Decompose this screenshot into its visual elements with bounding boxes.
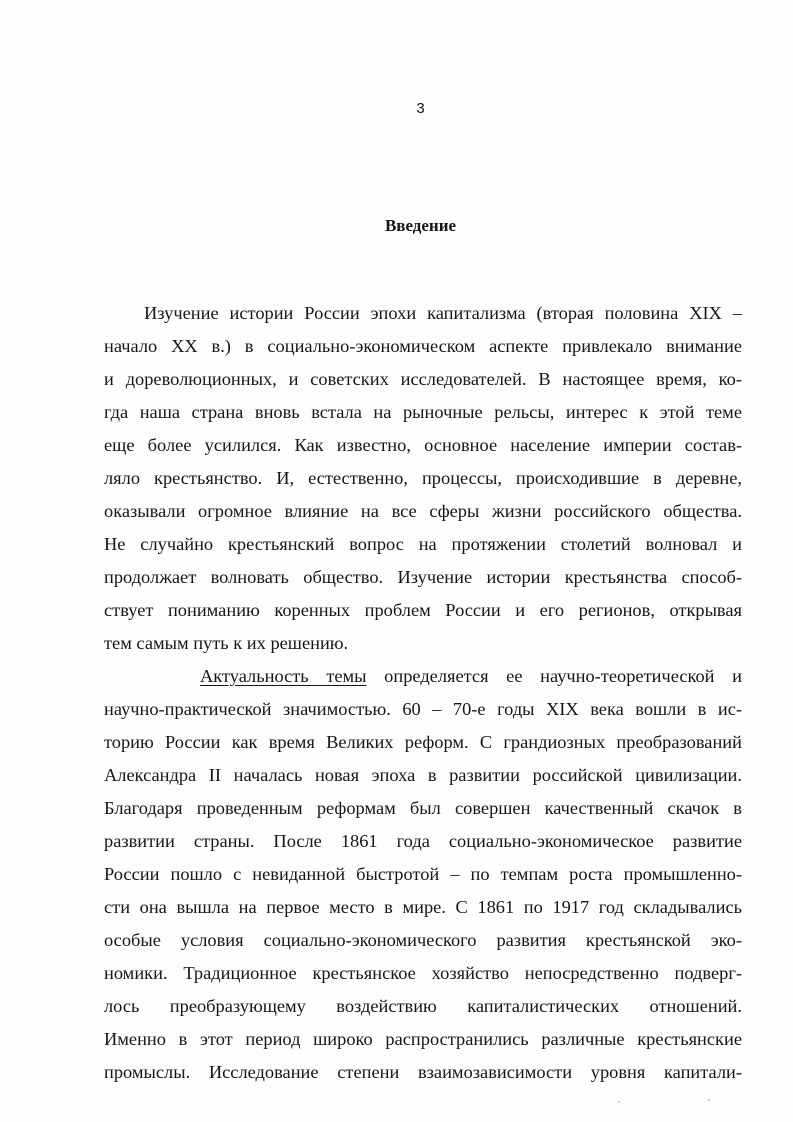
topic-relevance-heading: Актуальность темы <box>200 666 367 686</box>
scan-speck <box>708 1099 710 1101</box>
paragraph-1-line: оказывали огромное влияние на все сферы жизни российского общества. <box>104 501 742 521</box>
paragraph-1-line: ствует пониманию коренных проблем России и его регионов, открывая <box>104 600 742 620</box>
page-number: 3 <box>416 100 425 117</box>
paragraph-2-line: Александра II началась новая эпоха в развитии российской цивилизации. <box>104 765 742 785</box>
paragraph-1-line: и дореволюционных, и советских исследователей. В настоящее время, ко- <box>104 369 742 389</box>
section-title: Введение <box>384 216 457 235</box>
paragraph-2-line: особые условия социально-экономического развития крестьянской эко- <box>104 930 742 950</box>
paragraph-1-line: Изучение истории России эпохи капитализма (вторая половина XIX – <box>144 303 742 323</box>
paragraph-2-first-line <box>200 665 742 687</box>
paragraph-1-line: тем самым путь к их решению. <box>104 633 349 653</box>
paragraph-2-line: развитии страны. После 1861 года социально-экономическое развитие <box>104 831 742 851</box>
paragraph-2-line: России пошло с невиданной быстротой – по темпам роста промышленно- <box>104 864 742 884</box>
paragraph-2-line: промыслы. Исследование степени взаимозависимости уровня капитали- <box>104 1062 742 1082</box>
paragraph-1-line: начало XX в.) в социально-экономическом аспекте привлекало внимание <box>104 336 742 356</box>
paragraph-1-line: ляло крестьянство. И, естественно, процессы, происходившие в деревне, <box>104 468 742 488</box>
paragraph-1-line: продолжает волновать общество. Изучение истории крестьянства способ- <box>104 567 742 587</box>
paragraph-2-line: научно-практической значимостью. 60 – 70-е годы XIX века вошли в ис- <box>104 699 742 719</box>
paragraph-2-line: Именно в этот период широко распространились различные крестьянские <box>104 1029 742 1049</box>
paragraph-2-line: номики. Традиционное крестьянское хозяйство непосредственно подверг- <box>104 963 742 983</box>
paragraph-2-line: торию России как время Великих реформ. С грандиозных преобразований <box>104 732 742 752</box>
paragraph-2-line: лось преобразующему воздействию капиталистических отношений. <box>104 996 742 1016</box>
paragraph-2-line: Благодаря проведенным реформам был совершен качественный скачок в <box>104 798 742 818</box>
paragraph-2-first-line-text: определяется ее научно-теоретической и <box>366 666 742 686</box>
paragraph-1-line: Не случайно крестьянский вопрос на протяжении столетий волновал и <box>104 534 742 554</box>
paragraph-1-line: гда наша страна вновь встала на рыночные рельсы, интерес к этой теме <box>104 402 742 422</box>
scan-speck <box>618 1101 620 1103</box>
paragraph-2-line: сти она вышла на первое место в мире. С 1861 по 1917 год складывались <box>104 897 742 917</box>
paragraph-1-line: еще более усилился. Как известно, основное население империи состав- <box>104 435 742 455</box>
